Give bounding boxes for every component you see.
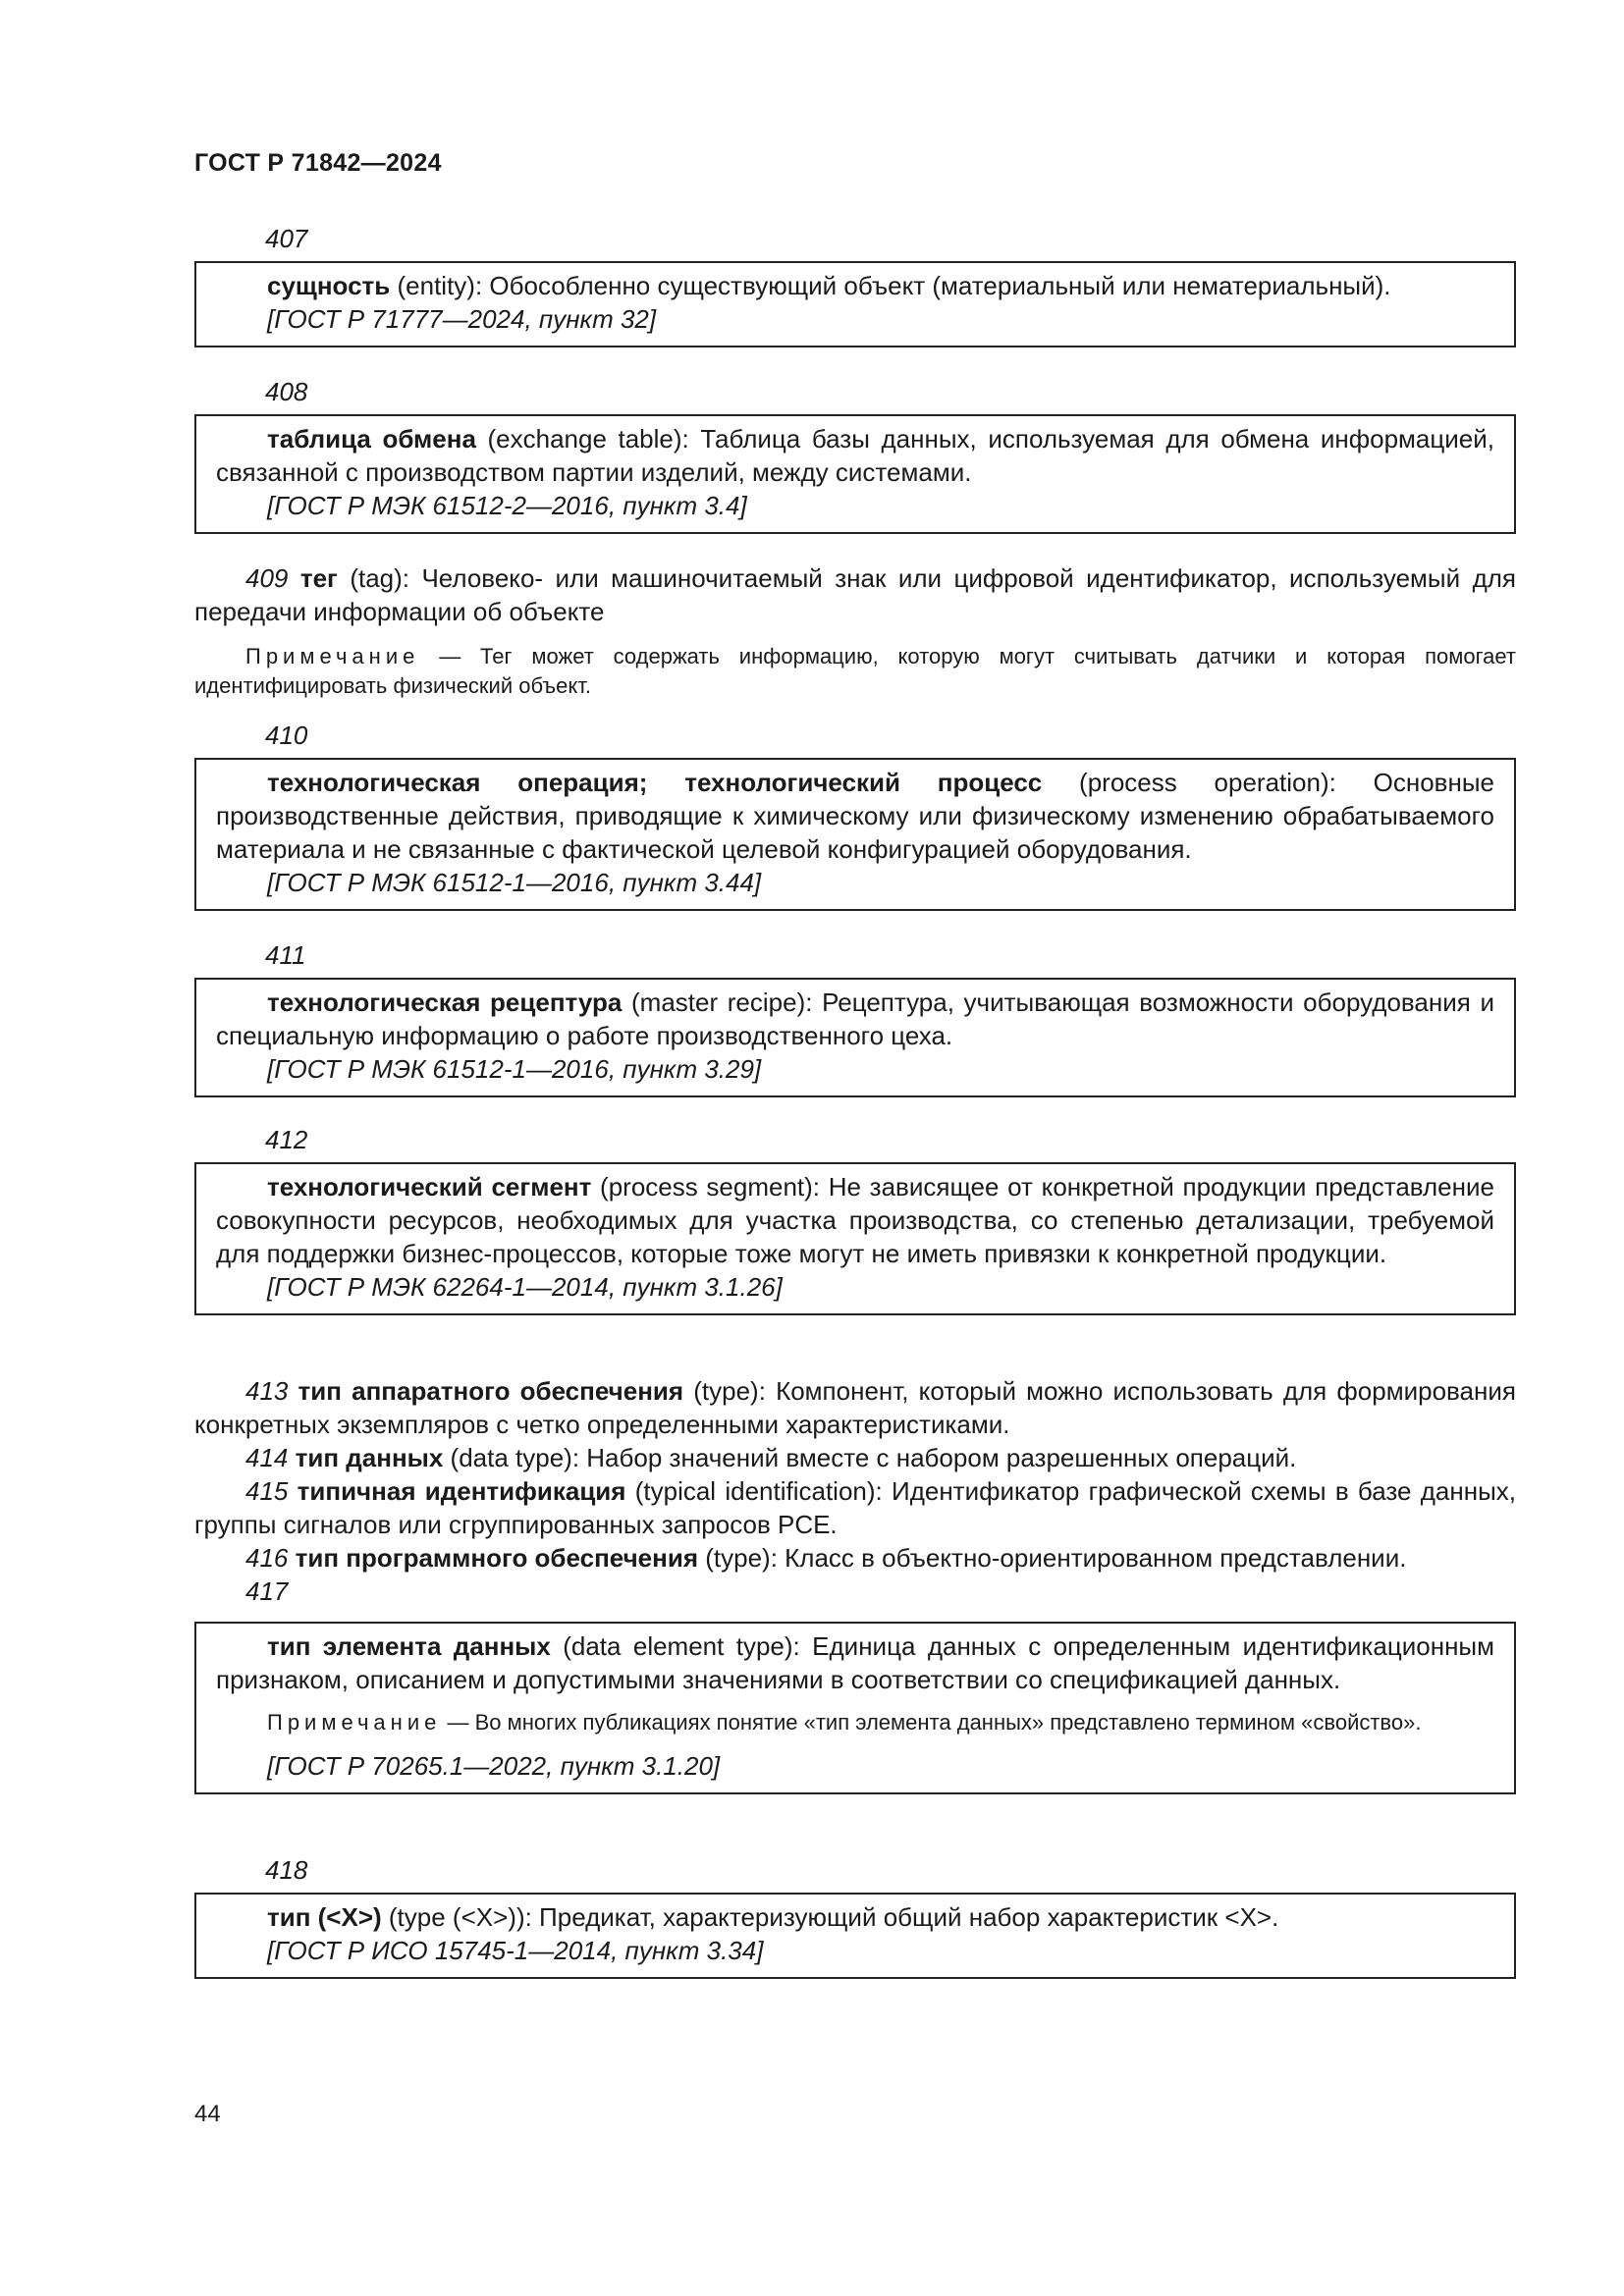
definition: (process segment): Не зависящее от конкретной продукции представление совокупности ресурсов, необходимых для участка производства, со степенью детализации, требуемой для поддержки бизнес-процессов, которые тоже могут не иметь привязки к конкретной продукции. (216, 1172, 1494, 1268)
term: тип элемента данных (267, 1631, 551, 1661)
note-text: — Тег может содержать информацию, которую могут считывать датчики и которая помогает идентифицировать физический объект. (194, 644, 1516, 698)
entry-number: 410 (265, 721, 308, 750)
entry-number: 414 (245, 1443, 289, 1472)
term: технологическая рецептура (267, 988, 623, 1017)
definition: (entity): Обособленно существующий объект (материальный или нематериальный). (390, 271, 1391, 300)
term: технологическая операция; технологический процесс (267, 768, 1043, 797)
entry-number: 416 (245, 1543, 289, 1573)
term: таблица обмена (267, 424, 476, 454)
term-box-418 (194, 1893, 1516, 1979)
entry-number: 412 (265, 1125, 308, 1154)
entry-number: 413 (245, 1376, 289, 1406)
definition: (type (<X>)): Предикат, характеризующий общий набор характеристик <X>. (381, 1902, 1279, 1932)
reference: [ГОСТ Р ИСО 15745-1—2014, пункт 3.34] (267, 1936, 764, 1965)
definition: (type): Класс в объектно-ориентированном представлении. (698, 1543, 1407, 1573)
term: тип аппаратного обеспечения (298, 1376, 684, 1406)
definition: (process operation): Основные производственные действия, приводящие к химическому или физическому изменению обрабатываемого материала и не связанные с фактической целевой конфигурацией оборудования. (216, 768, 1495, 864)
definition: (data element type): Единица данных с определенным идентификационным признаком, описанием и допустимыми значениями в соответствии со спецификацией данных. (216, 1631, 1494, 1694)
definition: (typical identification): Идентификатор графической схемы в базе данных, группы сигналов или сгруппированных запросов PCE. (194, 1476, 1516, 1539)
reference: [ГОСТ Р 71777—2024, пункт 32] (267, 304, 657, 334)
page-header: ГОСТ Р 71842—2024 (194, 149, 442, 177)
term-box-407 (194, 261, 1516, 347)
note-text: — Во многих публикациях понятие «тип элемента данных» представлено термином «свойство». (441, 1710, 1422, 1735)
term-box-417 (194, 1622, 1516, 1794)
entry-number: 411 (265, 940, 306, 970)
entry-number: 417 (245, 1576, 289, 1606)
entry-409 (194, 561, 1516, 701)
reference: [ГОСТ Р МЭК 61512-1—2016, пункт 3.29] (267, 1054, 762, 1084)
entry-number: 409 (245, 563, 289, 593)
entries-413-416 (194, 1374, 1516, 1608)
term: тип данных (295, 1443, 444, 1472)
reference: [ГОСТ Р МЭК 61512-1—2016, пункт 3.44] (267, 868, 762, 897)
definition: (tag): Человеко- или машиночитаемый знак или цифровой идентификатор, используемый для передачи информации об объекте (194, 563, 1516, 626)
reference: [ГОСТ Р МЭК 61512-2—2016, пункт 3.4] (267, 491, 747, 520)
term: тип (<X>) (267, 1902, 382, 1932)
page-number: 44 (194, 2101, 221, 2127)
entry-number: 408 (265, 377, 308, 406)
term: сущность (267, 271, 391, 300)
term-box-412 (194, 1162, 1516, 1315)
entry-number: 407 (265, 224, 308, 253)
reference: [ГОСТ Р 70265.1—2022, пункт 3.1.20] (267, 1751, 721, 1781)
term-box-410 (194, 758, 1516, 911)
entry-number: 418 (265, 1855, 308, 1885)
term: типичная идентификация (297, 1476, 626, 1506)
term-box-411 (194, 978, 1516, 1097)
note-label: Примечание (245, 644, 420, 668)
definition: (exchange table): Таблица базы данных, используемая для обмена информацией, связанной с производством партии изделий, между системами. (216, 424, 1495, 487)
note-label: Примечание (267, 1710, 442, 1735)
definition: (data type): Набор значений вместе с набором разрешенных операций. (443, 1443, 1297, 1472)
entry-number: 415 (245, 1476, 289, 1506)
term: технологический сегмент (267, 1172, 592, 1201)
reference: [ГОСТ Р МЭК 62264-1—2014, пункт 3.1.26] (267, 1272, 783, 1302)
term-box-408 (194, 414, 1516, 534)
term: тег (299, 563, 338, 593)
definition: (master recipe): Рецептура, учитывающая возможности оборудования и специальную информацию о работе производственного цеха. (216, 988, 1494, 1050)
term: тип программного обеспечения (295, 1543, 699, 1573)
definition: (type): Компонент, который можно использовать для формирования конкретных экземпляров с четко определенными характеристиками. (194, 1376, 1516, 1439)
